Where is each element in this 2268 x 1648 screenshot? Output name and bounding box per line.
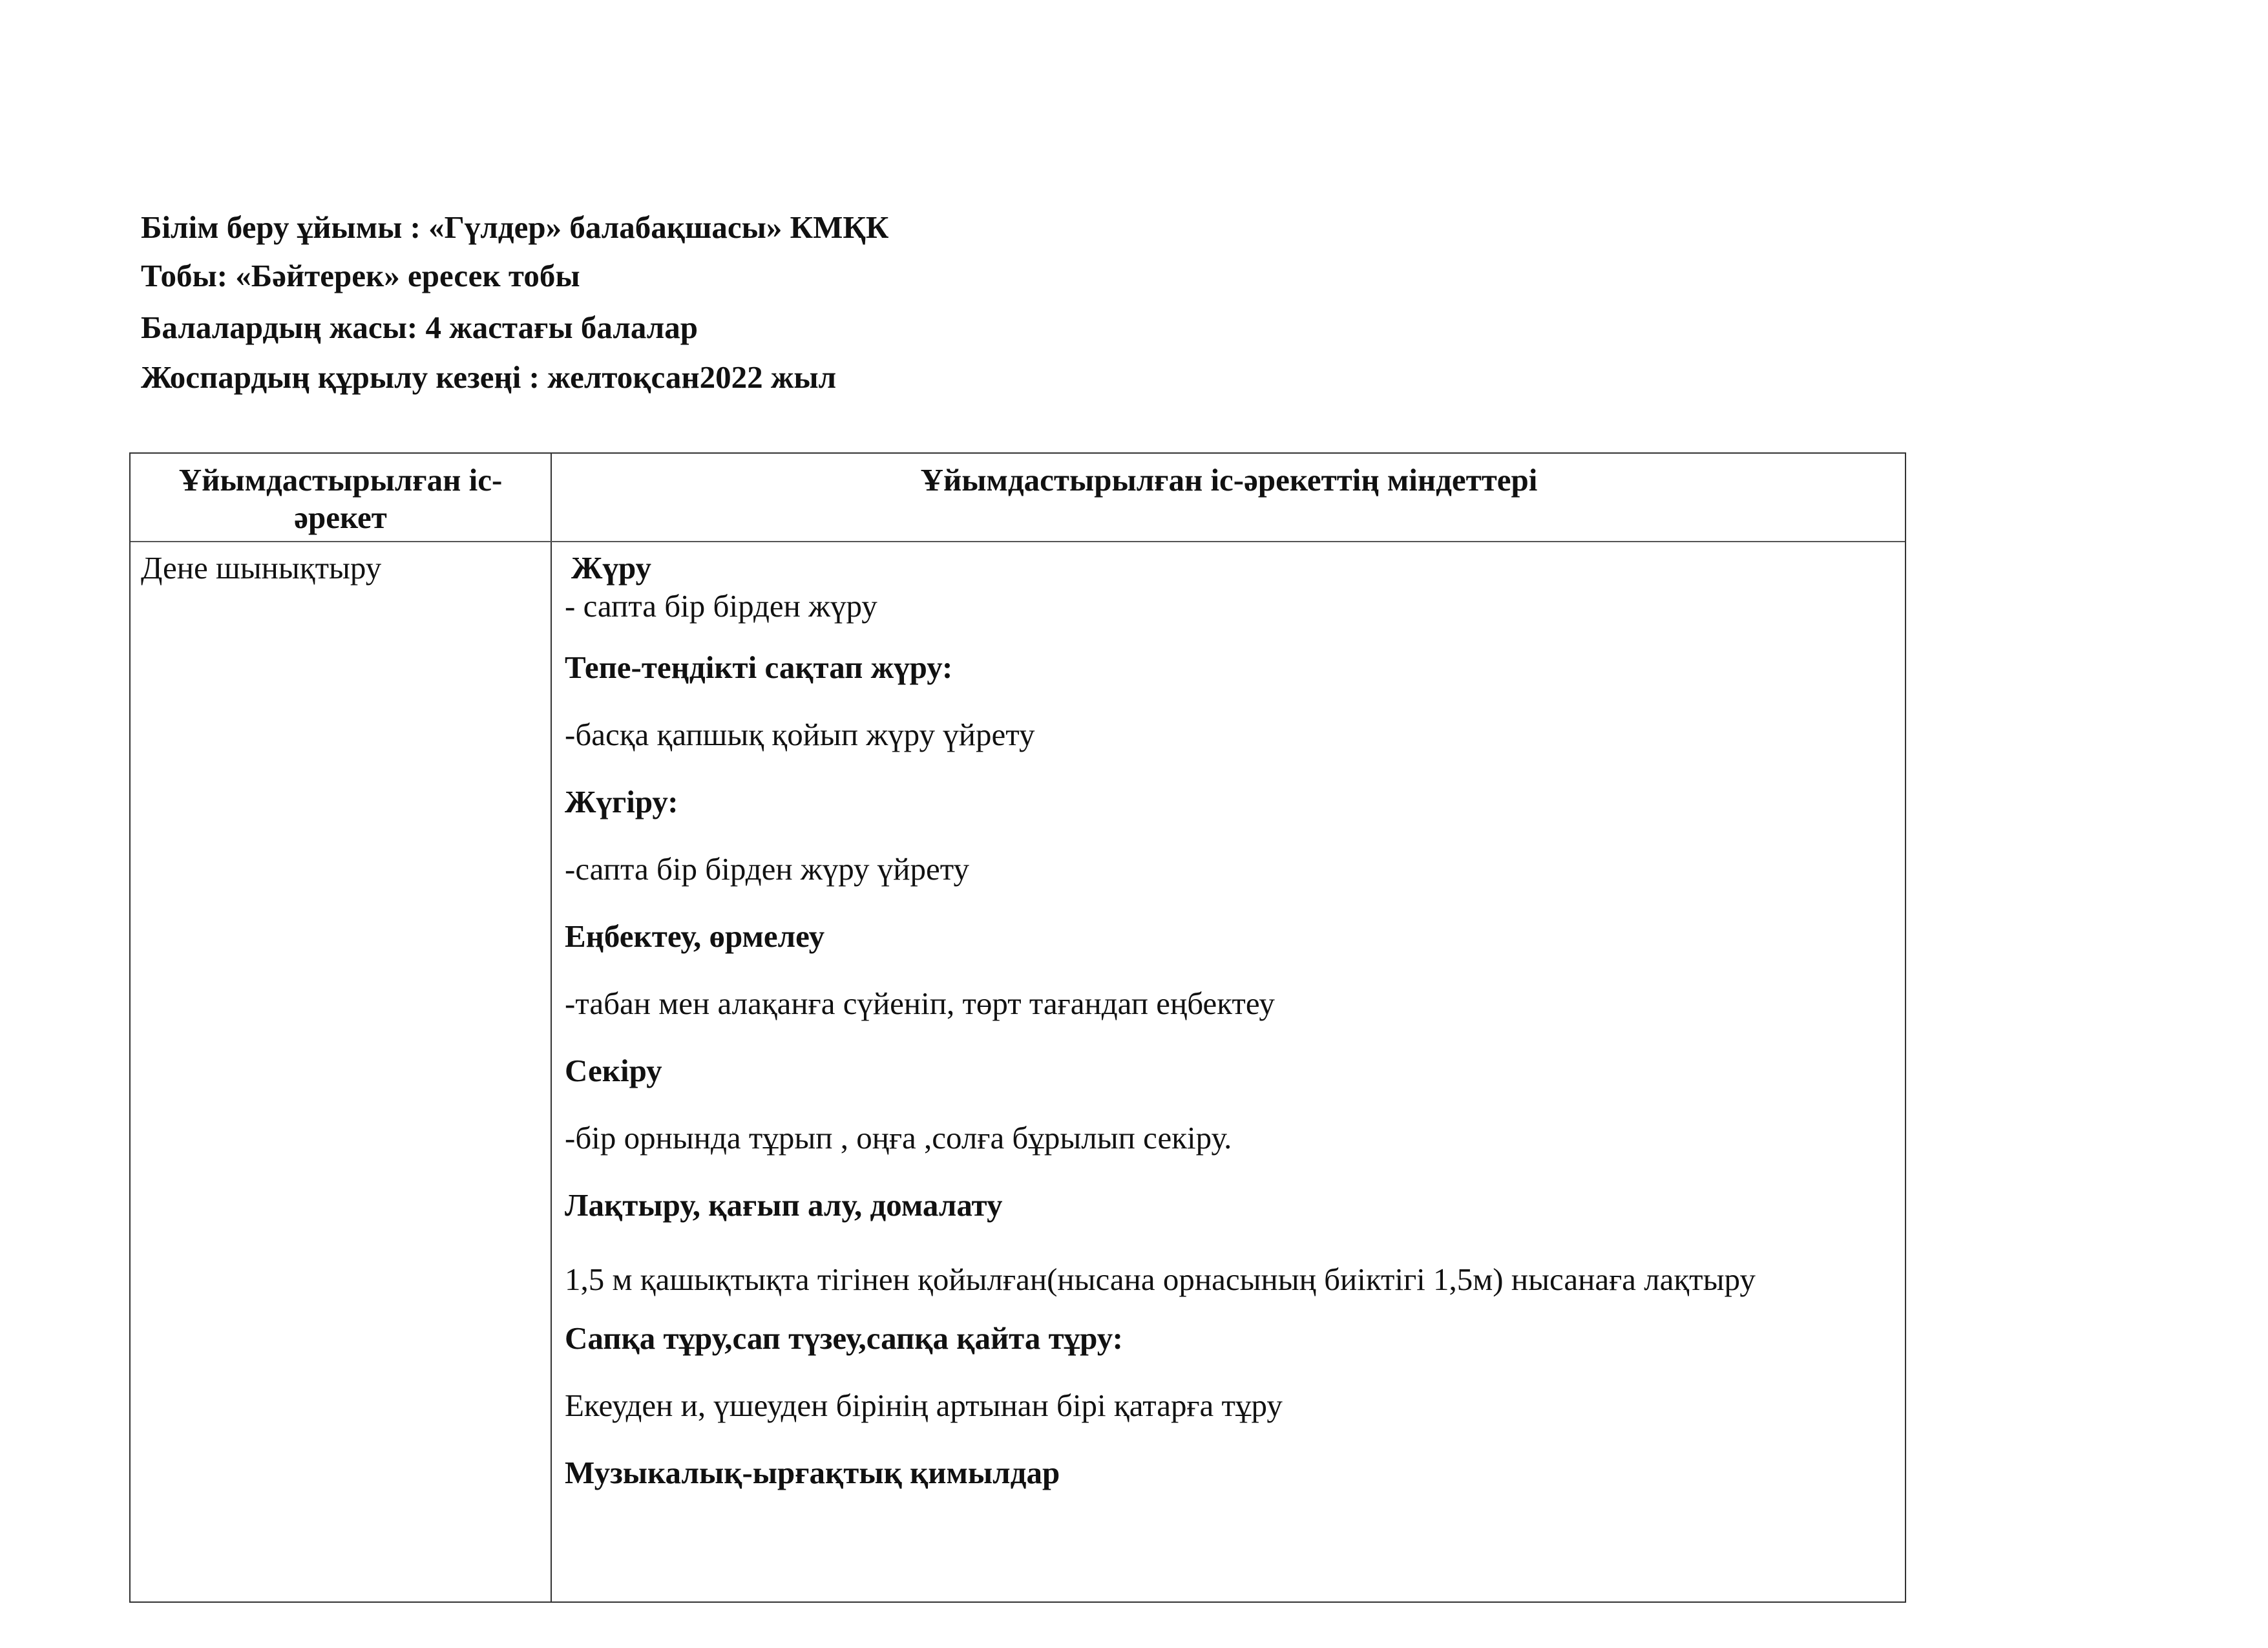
plan-period-line: Жоспардың құрылу кезеңі : желтоқсан2022 жыл	[141, 359, 837, 395]
tasks-cell	[565, 549, 1895, 1492]
task-description: -басқа қапшық қойып жүру үйрету	[565, 717, 1035, 752]
task-title: Лақтыру, қағып алу, домалату	[565, 1187, 1003, 1223]
group-line: Тобы: «Бәйтерек» ересек тобы	[141, 258, 580, 293]
column-header-activity: Ұйымдастырылған іс-әрекет	[178, 462, 503, 535]
column-header-tasks: Ұйымдастырылған іс-әрекеттің міндеттері	[920, 462, 1538, 498]
subject-cell: Дене шынықтыру	[141, 550, 382, 586]
organization-line: Білім беру ұйымы : «Гүлдер» балабақшасы» КМҚК	[141, 209, 889, 245]
header-row-divider	[131, 541, 1905, 542]
task-description: -табан мен алақанға сүйеніп, төрт тағандап еңбектеу	[565, 986, 1275, 1021]
task-title: Сапқа тұру,сап түзеу,сапқа қайта тұру:	[565, 1320, 1123, 1356]
task-description: -сапта бір бірден жүру үйрету	[565, 851, 970, 887]
task-title: Секіру	[565, 1053, 662, 1088]
activity-table	[129, 452, 1906, 1603]
task-title: Тепе-теңдікті сақтап жүру:	[565, 650, 953, 685]
task-title: Музыкалық-ырғақтық қимылдар	[565, 1455, 1060, 1490]
column-divider	[551, 454, 552, 1601]
task-title: Жүру	[571, 550, 652, 586]
task-description: 1,5 м қашықтықта тігінен қойылған(нысана орнасының биіктігі 1,5м) нысанаға лақтыру	[565, 1262, 1756, 1297]
task-title: Еңбектеу, өрмелеу	[565, 918, 825, 954]
task-description: Екеуден и, үшеуден бірінің артынан бірі қатарға тұру	[565, 1388, 1283, 1423]
task-description: -бір орнында тұрып , оңға ,солға бұрылып секіру.	[565, 1120, 1232, 1156]
task-title: Жүгіру:	[565, 784, 678, 819]
children-age-line: Балалардың жасы: 4 жастағы балалар	[141, 310, 698, 345]
task-description: - сапта бір бірден жүру	[565, 588, 877, 624]
